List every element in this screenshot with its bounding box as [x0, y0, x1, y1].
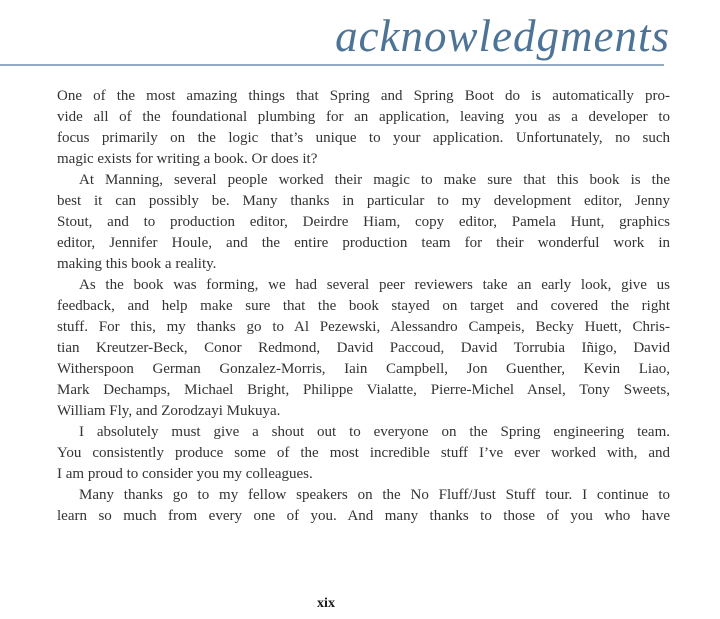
text-line: As the book was forming, we had several peer reviewers take an early look, give us — [79, 277, 670, 293]
text-line: William Fly, and Zorodzayi Mukuya. — [57, 403, 281, 419]
text-line: I absolutely must give a shout out to everyone on the Spring engineering team. — [79, 424, 670, 440]
text-line: Witherspoon German Gonzalez-Morris, Iain Campbell, Jon Guenther, Kevin Liao, — [57, 361, 670, 377]
text-line: making this book a reality. — [57, 256, 217, 272]
text-line: learn so much from every one of you. And many thanks to those of you who have — [57, 508, 670, 524]
text-line: feedback, and help make sure that the book stayed on target and covered the right — [57, 298, 670, 314]
text-line: best it can possibly be. Many thanks in particular to my development editor, Jenny — [57, 193, 670, 209]
paragraph — [57, 170, 670, 275]
paragraph — [57, 485, 670, 527]
text-line: Many thanks go to my fellow speakers on the No Fluff/Just Stuff tour. I continue to — [79, 487, 670, 503]
text-line: At Manning, several people worked their magic to make sure that this book is the — [79, 172, 670, 188]
text-line: stuff. For this, my thanks go to Al Pezewski, Alessandro Campeis, Becky Huett, Chris- — [57, 319, 670, 335]
text-line: I am proud to consider you my colleagues. — [57, 466, 313, 482]
paragraph — [57, 422, 670, 485]
title-divider — [0, 64, 664, 66]
page-number: xix — [317, 596, 335, 611]
text-line: focus primarily on the logic that’s unique to your application. Unfortunately, no such — [57, 130, 670, 146]
paragraph — [57, 86, 670, 170]
body-text — [57, 86, 670, 527]
text-line: vide all of the foundational plumbing for an application, leaving you as a developer to — [57, 109, 670, 125]
text-line: Mark Dechamps, Michael Bright, Philippe Vialatte, Pierre-Michel Ansel, Tony Sweets, — [57, 382, 670, 398]
text-line: One of the most amazing things that Spring and Spring Boot do is automatically pro- — [57, 88, 670, 104]
text-line: magic exists for writing a book. Or does it? — [57, 151, 318, 167]
paragraph — [57, 275, 670, 422]
text-line: editor, Jennifer Houle, and the entire production team for their wonderful work in — [57, 235, 670, 251]
text-line: You consistently produce some of the most incredible stuff I’ve ever worked with, and — [57, 445, 670, 461]
text-line: tian Kreutzer-Beck, Conor Redmond, David Paccoud, David Torrubia Iñigo, David — [57, 340, 670, 356]
text-line: Stout, and to production editor, Deirdre Hiam, copy editor, Pamela Hunt, graphics — [57, 214, 670, 230]
page-title: acknowledgments — [335, 11, 670, 61]
